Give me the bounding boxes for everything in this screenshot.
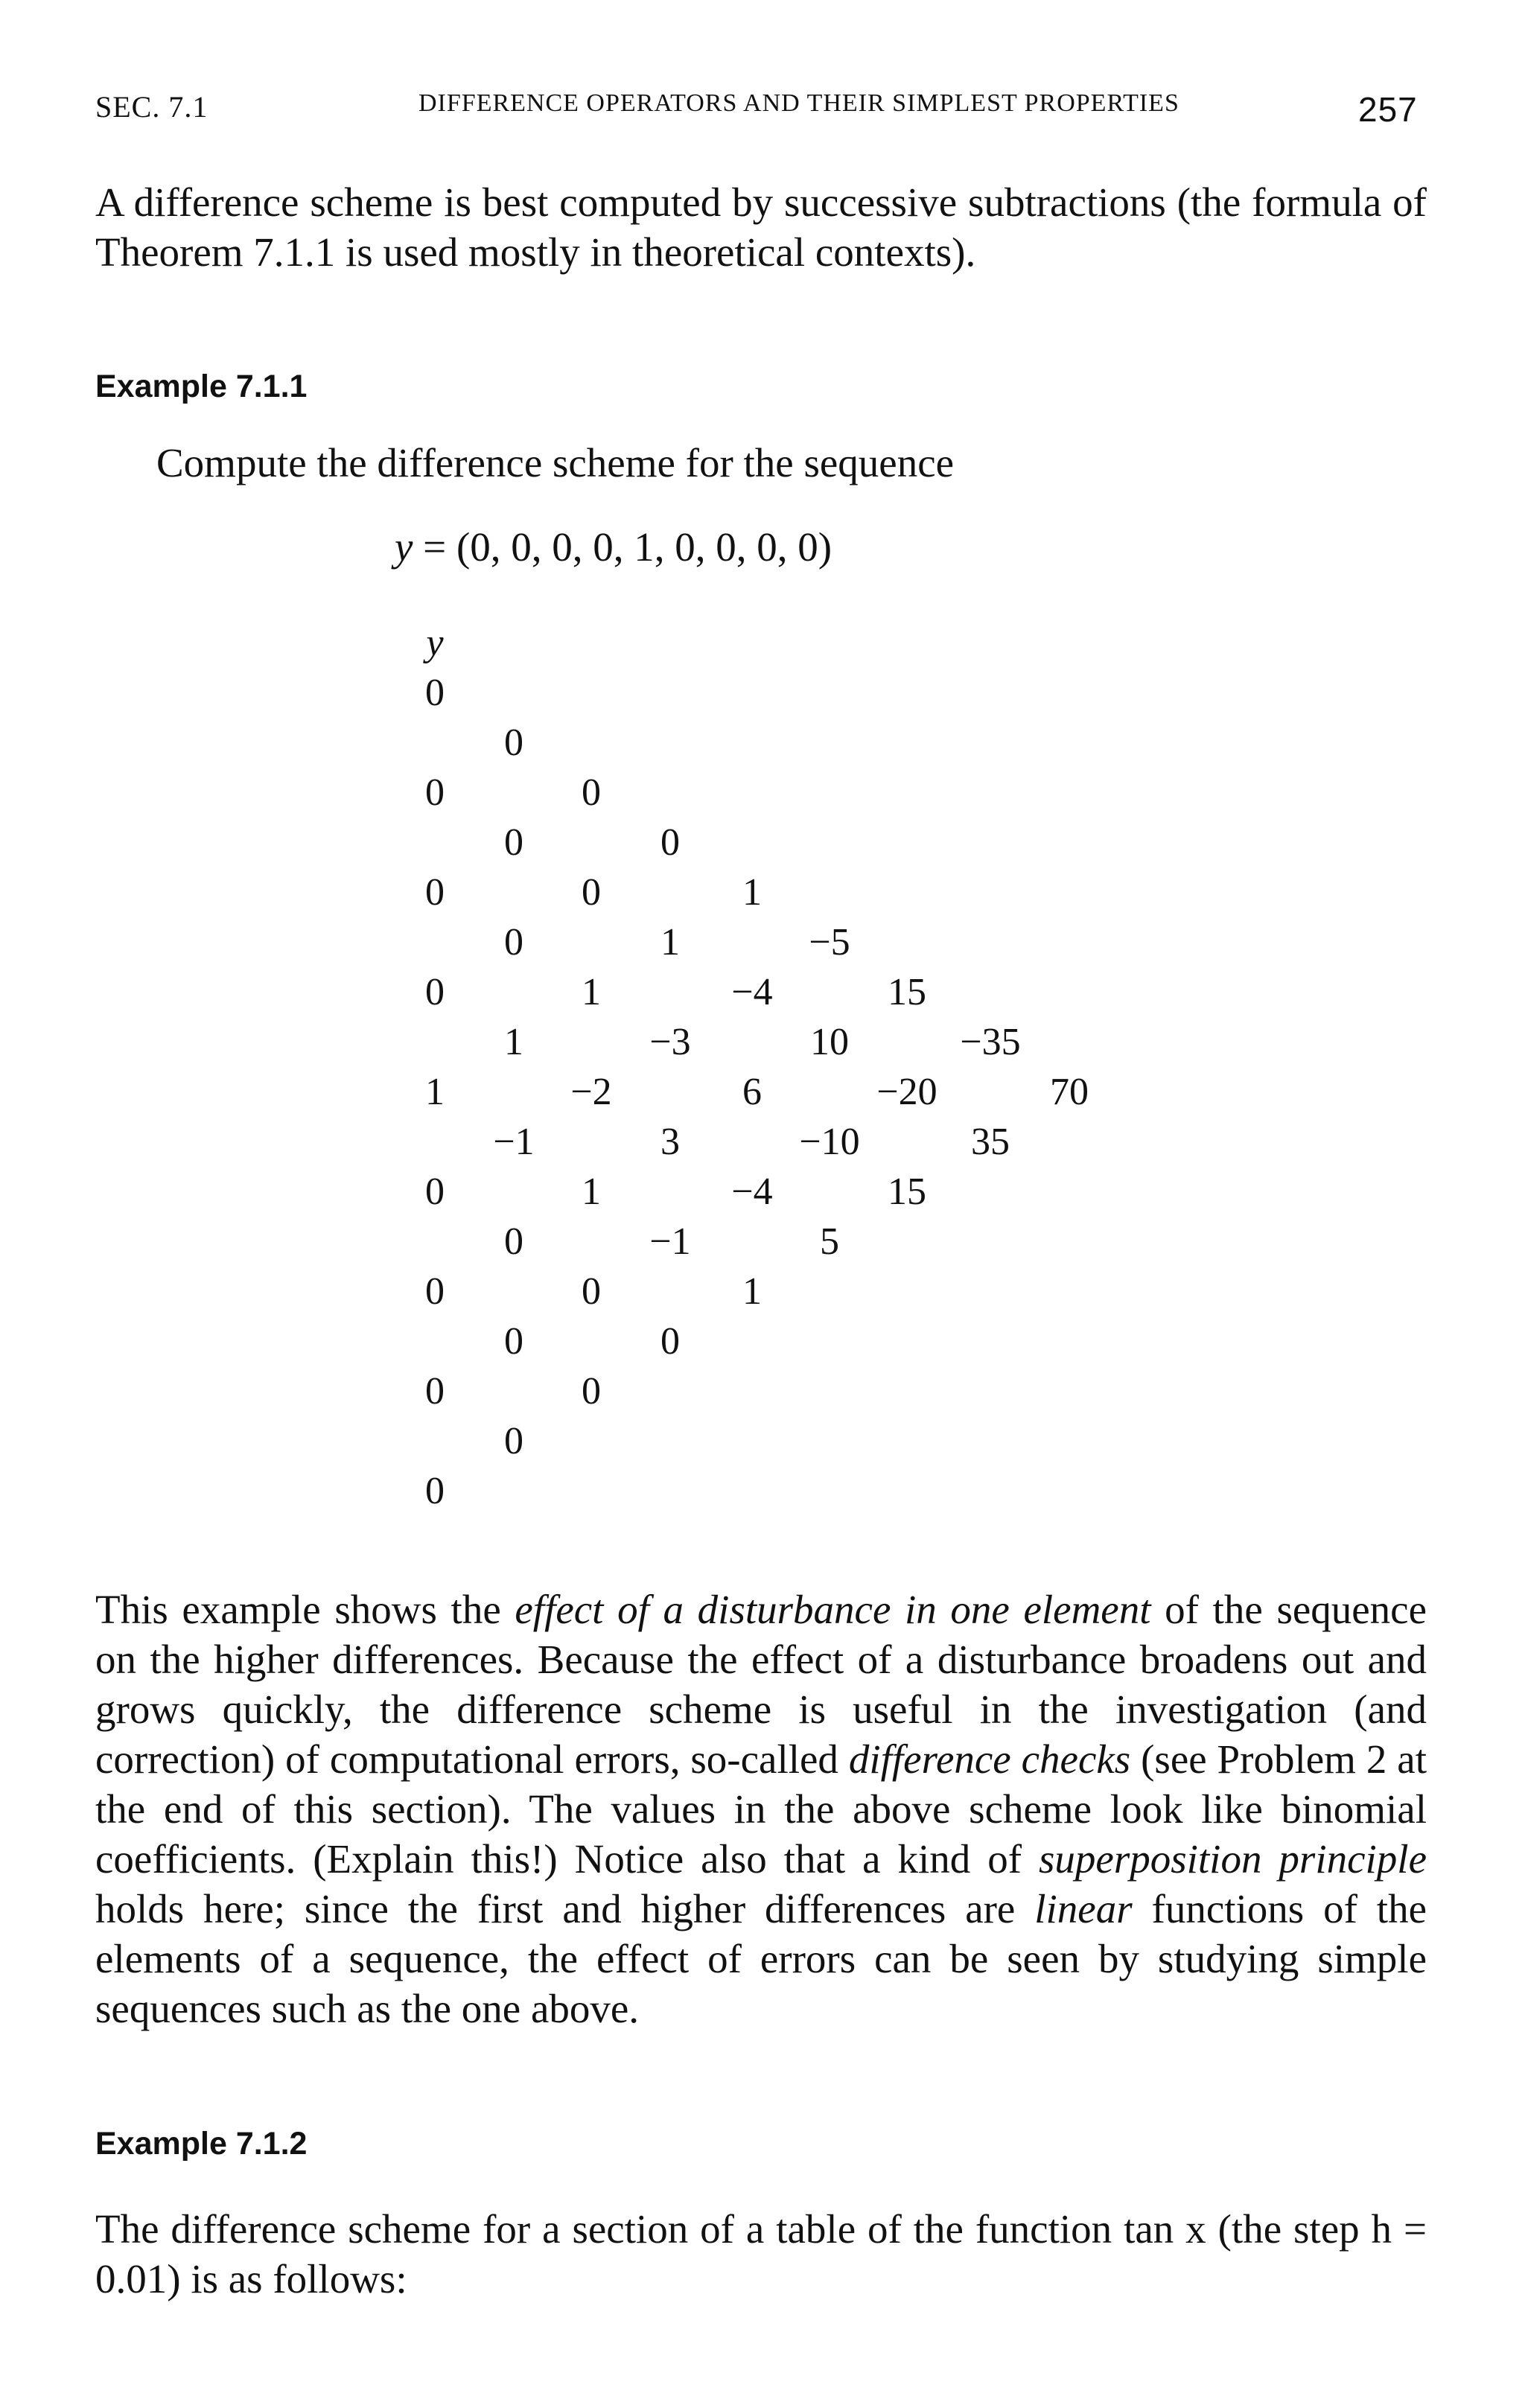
sequence-value-cell: 0 bbox=[425, 672, 445, 714]
difference-cell: 0 bbox=[504, 1220, 523, 1263]
difference-cell: −4 bbox=[731, 1170, 773, 1213]
sequence-value-cell: 0 bbox=[425, 871, 445, 914]
sequence-value-cell: 0 bbox=[425, 1370, 445, 1412]
difference-cell: 1 bbox=[742, 1270, 762, 1313]
difference-cell: −20 bbox=[876, 1071, 937, 1113]
difference-cell: 1 bbox=[504, 1021, 523, 1063]
difference-cell: 15 bbox=[888, 1170, 926, 1213]
emphasis-text: superposition principle bbox=[1039, 1836, 1427, 1882]
running-head-title: DIFFERENCE OPERATORS AND THEIR SIMPLEST PROPERTIES bbox=[418, 89, 1179, 117]
difference-cell: 0 bbox=[504, 821, 523, 864]
intro-paragraph: A difference scheme is best computed by successive subtractions (the formula of Theorem 7.1.1 is used mostly in theoretical contexts). bbox=[95, 179, 1427, 275]
difference-cell: −3 bbox=[649, 1021, 691, 1063]
difference-cell: 0 bbox=[582, 1370, 601, 1412]
emphasis-text: linear bbox=[1034, 1886, 1133, 1931]
difference-cell: 0 bbox=[504, 1320, 523, 1363]
emphasis-text: effect of a disturbance in one element bbox=[515, 1587, 1151, 1632]
difference-cell: 15 bbox=[888, 971, 926, 1013]
difference-cell: −2 bbox=[570, 1071, 612, 1113]
difference-cell: 0 bbox=[504, 921, 523, 963]
explanation-paragraph bbox=[95, 1584, 1427, 2033]
difference-cell: −1 bbox=[649, 1220, 691, 1263]
paragraph-text: of the sequence on the higher differences. Because the effect of a disturbance broadens out and grows quickly, the difference scheme is useful in the investigation (and correction) of computational errors, so-called bbox=[95, 1587, 1427, 1782]
paragraph-text: This example shows the bbox=[95, 1587, 515, 1632]
paragraph-text: holds here; since the first and higher differences are bbox=[95, 1886, 1035, 1931]
difference-cell: −1 bbox=[493, 1121, 535, 1163]
difference-cell: 0 bbox=[660, 1320, 680, 1363]
difference-cell: 5 bbox=[820, 1220, 839, 1263]
sequence-value-cell: 0 bbox=[425, 1470, 445, 1512]
example-heading: Example 7.1.2 bbox=[95, 2126, 308, 2162]
paragraph-text: functions of the elements of a sequence, the effect of errors can be seen by studying simple sequences such as the one above. bbox=[95, 1886, 1427, 2031]
sequence-value-cell: 0 bbox=[425, 1270, 445, 1313]
difference-cell: 1 bbox=[582, 1170, 601, 1213]
difference-cell: 0 bbox=[582, 1270, 601, 1313]
difference-cell: 3 bbox=[660, 1121, 680, 1163]
sequence-value-cell: 1 bbox=[425, 1071, 445, 1113]
emphasis-text: difference checks bbox=[848, 1736, 1131, 1782]
difference-cell: 10 bbox=[810, 1021, 849, 1063]
section-label: SEC. 7.1 bbox=[95, 90, 208, 124]
difference-cell: −35 bbox=[960, 1021, 1021, 1063]
column-label-y: y bbox=[426, 622, 444, 664]
difference-cell: 35 bbox=[971, 1121, 1010, 1163]
difference-cell: 0 bbox=[582, 871, 601, 914]
difference-cell: 70 bbox=[1050, 1071, 1089, 1113]
difference-cell: −4 bbox=[731, 971, 773, 1013]
example-prompt: Compute the difference scheme for the sequence bbox=[156, 440, 955, 485]
difference-cell: −5 bbox=[809, 921, 850, 963]
sequence-variable: y bbox=[395, 524, 413, 570]
difference-cell: 6 bbox=[742, 1071, 762, 1113]
page-number: 257 bbox=[1358, 90, 1418, 129]
difference-cell: 1 bbox=[742, 871, 762, 914]
sequence-value-cell: 0 bbox=[425, 771, 445, 814]
sequence-value-cell: 0 bbox=[425, 971, 445, 1013]
difference-cell: 1 bbox=[660, 921, 680, 963]
difference-cell: 0 bbox=[582, 771, 601, 814]
paragraph-text: (see Problem 2 at the end of this section). The values in the above scheme look like binomial coefficients. (Explain this!) Notice also that a kind of bbox=[95, 1736, 1427, 1882]
difference-cell: 0 bbox=[660, 821, 680, 864]
example-heading: Example 7.1.1 bbox=[95, 369, 308, 404]
difference-cell: −10 bbox=[799, 1121, 860, 1163]
difference-cell: 0 bbox=[504, 722, 523, 764]
sequence-value-cell: 0 bbox=[425, 1170, 445, 1213]
sequence-values: = (0, 0, 0, 0, 1, 0, 0, 0, 0) bbox=[413, 524, 832, 570]
difference-cell: 0 bbox=[504, 1420, 523, 1462]
difference-cell: 1 bbox=[582, 971, 601, 1013]
example-paragraph: The difference scheme for a section of a table of the function tan x (the step h = 0.01) is as follows: bbox=[95, 2206, 1427, 2302]
